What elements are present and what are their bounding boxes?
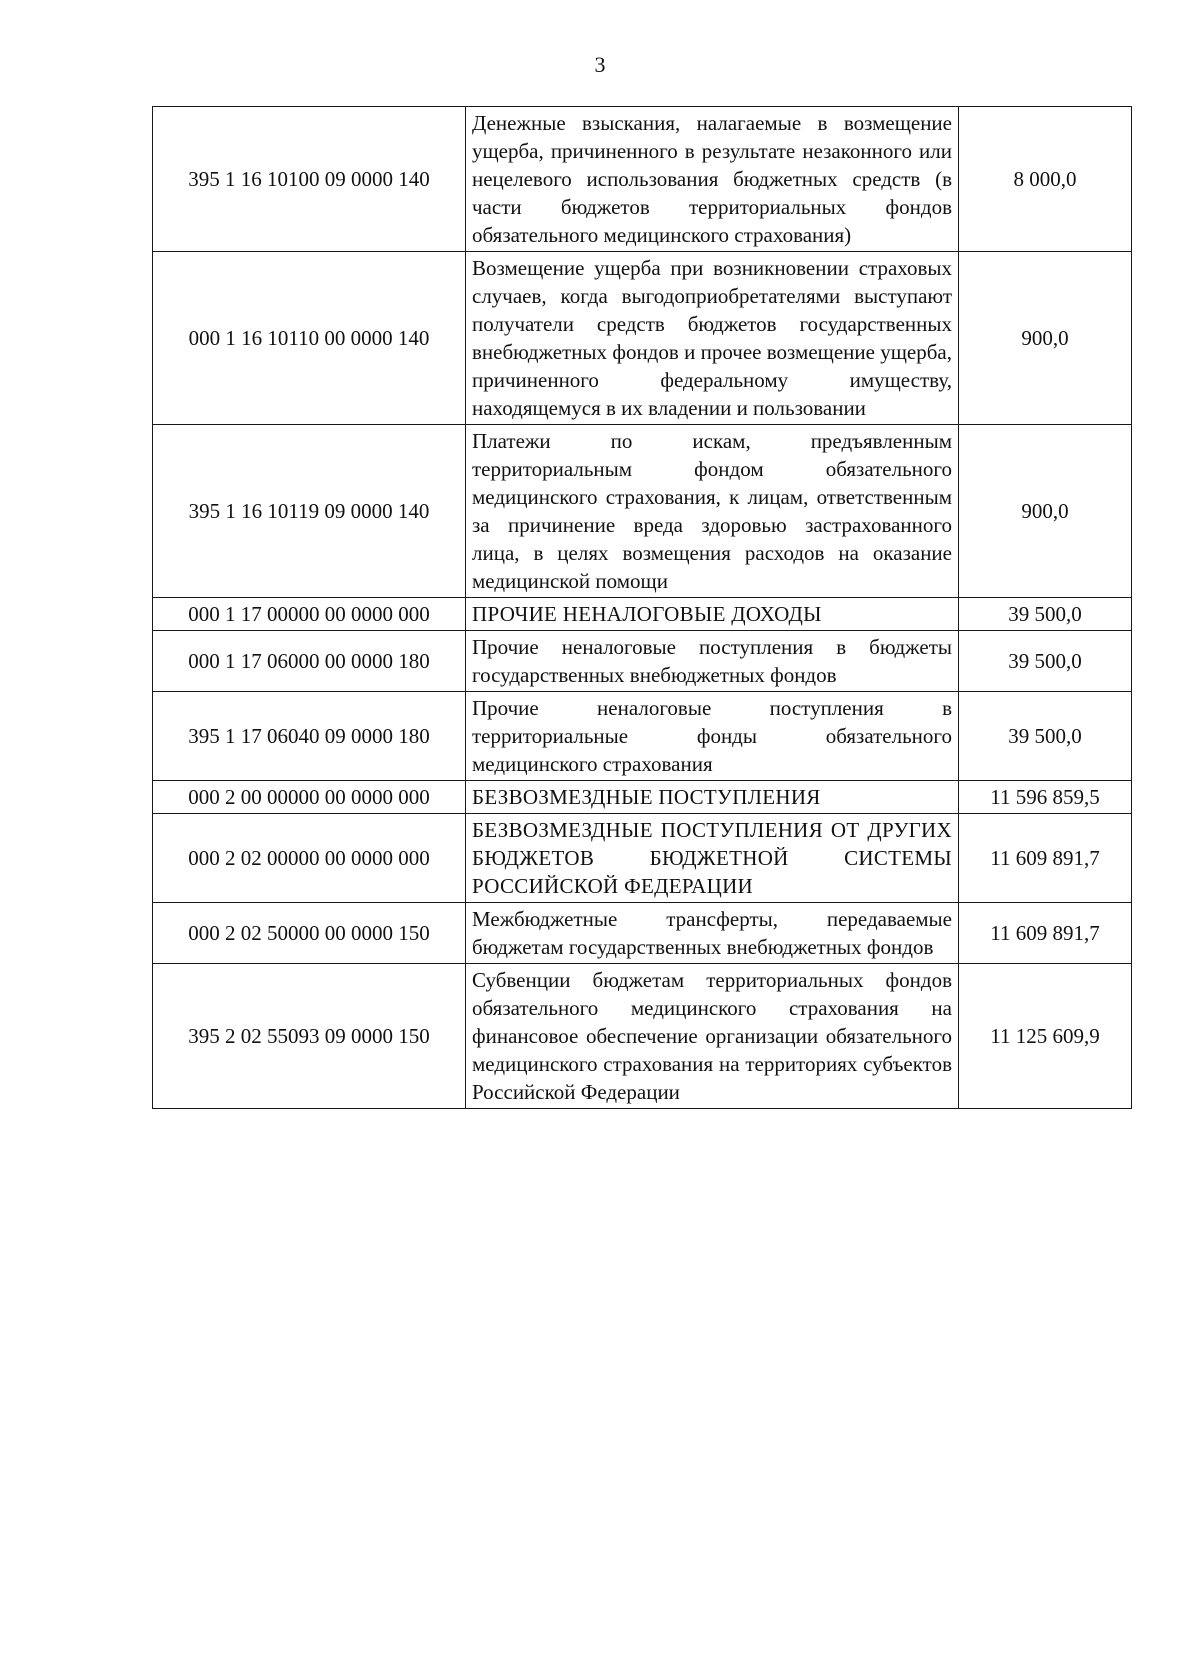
table-row <box>153 425 1132 598</box>
page-number: 3 <box>594 52 606 77</box>
budget-classification-code: 000 1 16 10110 00 0000 140 <box>153 252 466 425</box>
amount-value: 11 609 891,7 <box>959 814 1132 903</box>
table-row <box>153 598 1132 631</box>
amount-value: 11 596 859,5 <box>959 781 1132 814</box>
revenue-description: Субвенции бюджетам территориальных фондов обязательного медицинского страхования на финансовое обеспечение организации обязательного медицинского страхования на территориях субъектов Российской Федерации <box>466 964 959 1109</box>
budget-table-body <box>153 107 1132 1109</box>
revenue-description: ПРОЧИЕ НЕНАЛОГОВЫЕ ДОХОДЫ <box>466 598 959 631</box>
budget-classification-code: 395 2 02 55093 09 0000 150 <box>153 964 466 1109</box>
table-row <box>153 903 1132 964</box>
revenue-description: Прочие неналоговые поступления в бюджеты государственных внебюджетных фондов <box>466 631 959 692</box>
revenue-description: БЕЗВОЗМЕЗДНЫЕ ПОСТУПЛЕНИЯ ОТ ДРУГИХ БЮДЖЕТОВ БЮДЖЕТНОЙ СИСТЕМЫ РОССИЙСКОЙ ФЕДЕРАЦИИ <box>466 814 959 903</box>
budget-classification-code: 000 2 02 50000 00 0000 150 <box>153 903 466 964</box>
table-row <box>153 631 1132 692</box>
budget-revenue-table <box>152 106 1132 1109</box>
amount-value: 900,0 <box>959 252 1132 425</box>
budget-classification-code: 000 1 17 00000 00 0000 000 <box>153 598 466 631</box>
budget-classification-code: 395 1 16 10100 09 0000 140 <box>153 107 466 252</box>
table-row <box>153 814 1132 903</box>
table-row <box>153 781 1132 814</box>
amount-value: 11 125 609,9 <box>959 964 1132 1109</box>
budget-classification-code: 395 1 17 06040 09 0000 180 <box>153 692 466 781</box>
budget-classification-code: 000 1 17 06000 00 0000 180 <box>153 631 466 692</box>
amount-value: 8 000,0 <box>959 107 1132 252</box>
revenue-description: Межбюджетные трансферты, передаваемые бюджетам государственных внебюджетных фондов <box>466 903 959 964</box>
amount-value: 39 500,0 <box>959 692 1132 781</box>
table-row <box>153 964 1132 1109</box>
revenue-description: БЕЗВОЗМЕЗДНЫЕ ПОСТУПЛЕНИЯ <box>466 781 959 814</box>
amount-value: 39 500,0 <box>959 598 1132 631</box>
revenue-description: Платежи по искам, предъявленным территориальным фондом обязательного медицинского страхования, к лицам, ответственным за причинение вреда здоровью застрахованного лица, в целях возмещения расходов на оказание медицинской помощи <box>466 425 959 598</box>
budget-classification-code: 000 2 00 00000 00 0000 000 <box>153 781 466 814</box>
revenue-description: Денежные взыскания, налагаемые в возмещение ущерба, причиненного в результате незаконного или нецелевого использования бюджетных средств (в части бюджетов территориальных фондов обязательного медицинского страхования) <box>466 107 959 252</box>
table-row <box>153 252 1132 425</box>
table-row <box>153 692 1132 781</box>
budget-classification-code: 000 2 02 00000 00 0000 000 <box>153 814 466 903</box>
amount-value: 900,0 <box>959 425 1132 598</box>
budget-classification-code: 395 1 16 10119 09 0000 140 <box>153 425 466 598</box>
amount-value: 39 500,0 <box>959 631 1132 692</box>
revenue-description: Возмещение ущерба при возникновении страховых случаев, когда выгодоприобретателями выступают получатели средств бюджетов государственных внебюджетных фондов и прочее возмещение ущерба, причиненного федеральному имуществу, находящемуся в их владении и пользовании <box>466 252 959 425</box>
amount-value: 11 609 891,7 <box>959 903 1132 964</box>
table-row <box>153 107 1132 252</box>
revenue-description: Прочие неналоговые поступления в территориальные фонды обязательного медицинского страхования <box>466 692 959 781</box>
